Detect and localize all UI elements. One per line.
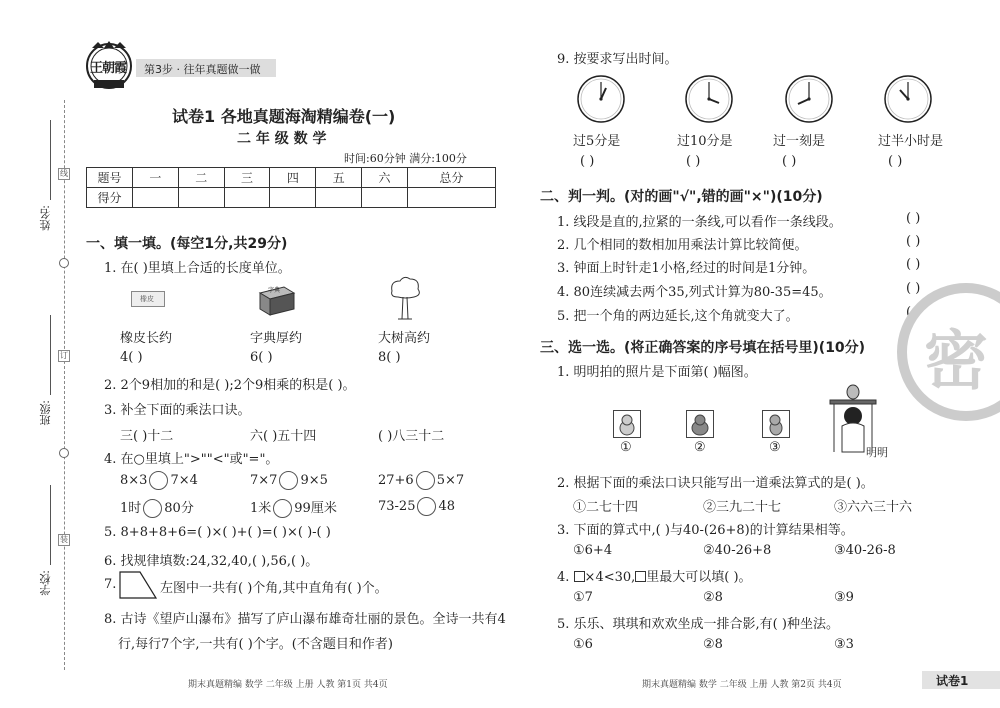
clock <box>684 74 734 124</box>
choice-5: 5. 乐乐、琪琪和欢欢坐成一排合影,有( )种坐法。 <box>557 617 839 632</box>
compare-circle[interactable] <box>143 499 162 518</box>
choice-option[interactable]: ①二七十四 <box>573 500 639 515</box>
binding-tag: 线 <box>60 169 68 178</box>
q4-compare <box>378 471 464 490</box>
judge-blank[interactable]: ( ) <box>906 305 921 320</box>
q4-compare <box>120 497 194 518</box>
clock-face-icon <box>576 74 626 124</box>
question-8-line2[interactable]: 行,每行7个字,一共有( )个字。(不含题目和作者) <box>118 637 393 652</box>
compare-circle[interactable] <box>416 471 435 490</box>
judge-item: 3. 钟面上时针走1小格,经过的时间是1分钟。 <box>557 261 816 276</box>
q4-compare <box>250 471 328 490</box>
section-2-heading: 二、判一判。(对的画"√",错的画"×")(10分) <box>540 189 823 205</box>
q3-item[interactable]: 三( )十二 <box>120 429 174 444</box>
score-input-cell[interactable] <box>178 188 224 208</box>
clock-label: 过半小时是 <box>878 134 944 149</box>
judge-item: 5. 把一个角的两边延长,这个角就变大了。 <box>557 309 799 324</box>
class-label: 班级: <box>39 400 52 426</box>
school-label: 学校: <box>39 570 52 596</box>
clock <box>784 74 834 124</box>
clock-face-icon <box>784 74 834 124</box>
eraser-image <box>131 291 165 307</box>
score-cell: 一 <box>133 168 179 188</box>
dictionary-label: 字典 <box>268 287 281 294</box>
logo-text: 王朝霞 <box>90 61 127 76</box>
q1-label-eraser: 橡皮长约 <box>120 331 173 346</box>
score-cell: 五 <box>316 168 362 188</box>
choice-3: 3. 下面的算式中,( )与40-(26+8)的计算结果相等。 <box>557 523 854 538</box>
clock-label: 过一刻是 <box>773 134 826 149</box>
clock-answer-blank[interactable]: ( ) <box>580 154 595 169</box>
choice-option[interactable]: ③9 <box>834 590 854 605</box>
choice-option[interactable]: ③3 <box>834 637 854 652</box>
judge-item: 4. 80连续减去两个35,列式计算为80-35=45。 <box>557 285 832 300</box>
q4-compare <box>120 471 198 490</box>
q1-label-tree: 大树高约 <box>378 331 431 346</box>
right-footer: 期末真题精编 数学 二年级 上册 人教 第2页 共4页 <box>642 680 842 690</box>
choice-1: 1. 明明拍的照片是下面第( )幅图。 <box>557 365 757 380</box>
judge-blank[interactable]: ( ) <box>906 211 921 226</box>
toy-photo-icon <box>614 411 640 437</box>
binding-tag: 装 <box>60 535 68 544</box>
compare-circle[interactable] <box>417 497 436 516</box>
choice-option[interactable]: ②8 <box>703 637 723 652</box>
photo-option[interactable] <box>762 410 790 438</box>
name-field[interactable] <box>50 120 51 200</box>
angle-figure <box>118 570 158 600</box>
step-banner <box>136 59 276 77</box>
photo-option[interactable] <box>686 410 714 438</box>
tree-icon <box>388 275 422 321</box>
q4-right: 48 <box>438 499 456 514</box>
page-title: 试卷1 各地真题海淘精编卷(一) <box>172 107 396 126</box>
question-2: 2. 2个9相加的和是( );2个9相乘的积是( )。 <box>104 378 356 393</box>
step-label: 第3步 · 往年真题做一做 <box>144 63 261 76</box>
clock <box>576 74 626 124</box>
clock-face-icon <box>684 74 734 124</box>
choice-option[interactable]: ③40-26-8 <box>834 543 896 558</box>
choice-option[interactable]: ①6+4 <box>573 543 613 558</box>
q4-right: 5×7 <box>436 473 465 488</box>
eraser-label: 橡皮 <box>140 295 154 303</box>
score-cell: 题号 <box>87 168 133 188</box>
q4-right: 99厘米 <box>294 501 337 516</box>
question-7-number: 7. <box>104 577 117 592</box>
publisher-logo <box>80 40 138 90</box>
exam-meta: 时间:60分钟 满分:100分 <box>344 152 467 165</box>
choice-option[interactable]: ②三九二十七 <box>703 500 782 515</box>
score-input-cell[interactable] <box>316 188 362 208</box>
score-input-cell[interactable] <box>224 188 270 208</box>
question-9: 9. 按要求写出时间。 <box>557 52 678 67</box>
clock <box>883 74 933 124</box>
q4-right: 80分 <box>164 501 194 516</box>
choice-4 <box>557 566 752 585</box>
question-5[interactable]: 5. 8+8+8+6=( )×( )+( )=( )×( )-( ) <box>104 525 331 540</box>
choice-4-prompt[interactable]: 里最大可以填( )。 <box>646 570 752 585</box>
photo-option-label: ① <box>620 440 632 455</box>
clock-answer-blank[interactable]: ( ) <box>888 154 903 169</box>
person-label: 明明 <box>866 446 888 459</box>
score-table <box>86 167 496 208</box>
q4-right: 7×4 <box>170 473 198 488</box>
clock-answer-blank[interactable]: ( ) <box>782 154 797 169</box>
judge-item: 1. 线段是直的,拉紧的一条线,可以看作一条线段。 <box>557 215 842 230</box>
q1-blank-dictionary[interactable]: 6( ) <box>250 350 273 365</box>
square-blank-icon <box>574 571 585 582</box>
seal-watermark <box>896 282 1000 422</box>
compare-circle[interactable] <box>273 499 292 518</box>
clock-face-icon <box>883 74 933 124</box>
boy-photographer-icon <box>828 380 878 454</box>
judge-blank[interactable]: ( ) <box>906 257 921 272</box>
q4-left: 73-25 <box>378 499 416 514</box>
q4-left: 1时 <box>120 501 142 516</box>
score-input-cell[interactable] <box>407 188 495 208</box>
section-3-heading: 三、选一选。(将正确答案的序号填在括号里)(10分) <box>540 340 866 356</box>
q4-right: 9×5 <box>300 473 328 488</box>
q1-blank-tree[interactable]: 8( ) <box>378 350 401 365</box>
q4-left: 1米 <box>250 501 272 516</box>
score-table-header-row <box>87 168 496 188</box>
score-input-cell[interactable] <box>270 188 316 208</box>
choice-2: 2. 根据下面的乘法口诀只能写出一道乘法算式的是( )。 <box>557 476 874 491</box>
choice-4-number: 4. <box>557 570 570 585</box>
score-cell: 四 <box>270 168 316 188</box>
choice-option[interactable]: ①6 <box>573 637 593 652</box>
choice-option[interactable]: ②8 <box>703 590 723 605</box>
left-footer: 期末真题精编 数学 二年级 上册 人教 第1页 共4页 <box>188 680 388 690</box>
hole-icon <box>59 258 69 268</box>
page-subtitle: 二 年 级 数 学 <box>237 131 327 147</box>
binding-line <box>64 100 65 670</box>
score-cell: 三 <box>224 168 270 188</box>
score-row-label: 得分 <box>87 188 133 208</box>
photo-option[interactable] <box>613 410 641 438</box>
judge-blank[interactable]: ( ) <box>906 281 921 296</box>
q4-compare <box>250 497 337 518</box>
name-label: 姓名: <box>39 205 52 231</box>
question-7[interactable]: 左图中一共有( )个角,其中直角有( )个。 <box>160 581 388 596</box>
q4-left: 7×7 <box>250 473 278 488</box>
compare-circle[interactable] <box>279 471 298 490</box>
photo-option-label: ② <box>694 440 706 455</box>
clock-answer-blank[interactable]: ( ) <box>686 154 701 169</box>
q3-item[interactable]: ( )八三十二 <box>378 429 445 444</box>
question-8-line1: 8. 古诗《望庐山瀑布》描写了庐山瀑布雄奇壮丽的景色。全诗一共有4 <box>104 612 506 627</box>
choice-option[interactable]: ②40-26+8 <box>703 543 772 558</box>
q4-left: 27+6 <box>378 473 414 488</box>
clock-label: 过5分是 <box>573 134 621 149</box>
toy-photo-icon <box>687 411 713 437</box>
photo-option-label: ③ <box>769 440 781 455</box>
q4-left: 8×3 <box>120 473 148 488</box>
score-cell: 总分 <box>407 168 495 188</box>
question-6[interactable]: 6. 找规律填数:24,32,40,( ),56,( )。 <box>104 554 319 569</box>
q4-compare <box>378 497 455 516</box>
choice-4-expression: ×4<30, <box>584 570 636 585</box>
class-field[interactable] <box>50 315 51 395</box>
judge-item: 2. 几个相同的数相加用乘法计算比较简便。 <box>557 238 808 253</box>
question-4: 4. 在○里填上">""<"或"="。 <box>104 452 279 467</box>
compare-circle[interactable] <box>149 471 168 490</box>
paper-badge <box>922 671 1000 689</box>
q1-label-dictionary: 字典厚约 <box>250 331 303 346</box>
section-1-heading: 一、填一填。(每空1分,共29分) <box>86 236 288 252</box>
boy-at-table-image <box>828 380 878 454</box>
score-cell: 六 <box>362 168 408 188</box>
choice-option[interactable]: ①7 <box>573 590 593 605</box>
score-table-row <box>87 188 496 208</box>
q3-item[interactable]: 六( )五十四 <box>250 429 317 444</box>
seal-character: 密 <box>924 325 988 399</box>
quadrilateral-icon <box>118 570 158 600</box>
clock-label: 过10分是 <box>677 134 733 149</box>
question-3: 3. 补全下面的乘法口诀。 <box>104 403 251 418</box>
hole-icon <box>59 448 69 458</box>
score-input-cell[interactable] <box>133 188 179 208</box>
school-field[interactable] <box>50 485 51 565</box>
paper-badge-label: 试卷1 <box>936 674 969 688</box>
square-blank-icon <box>635 571 646 582</box>
dictionary-image <box>256 283 296 317</box>
question-1: 1. 在( )里填上合适的长度单位。 <box>104 261 291 276</box>
binding-tag: 订 <box>60 351 68 360</box>
score-input-cell[interactable] <box>362 188 408 208</box>
judge-blank[interactable]: ( ) <box>906 234 921 249</box>
choice-option[interactable]: ③六六三十六 <box>834 500 913 515</box>
toy-photo-icon <box>763 411 789 437</box>
tree-image <box>388 275 422 321</box>
score-cell: 二 <box>178 168 224 188</box>
q1-blank-eraser[interactable]: 4( ) <box>120 350 143 365</box>
